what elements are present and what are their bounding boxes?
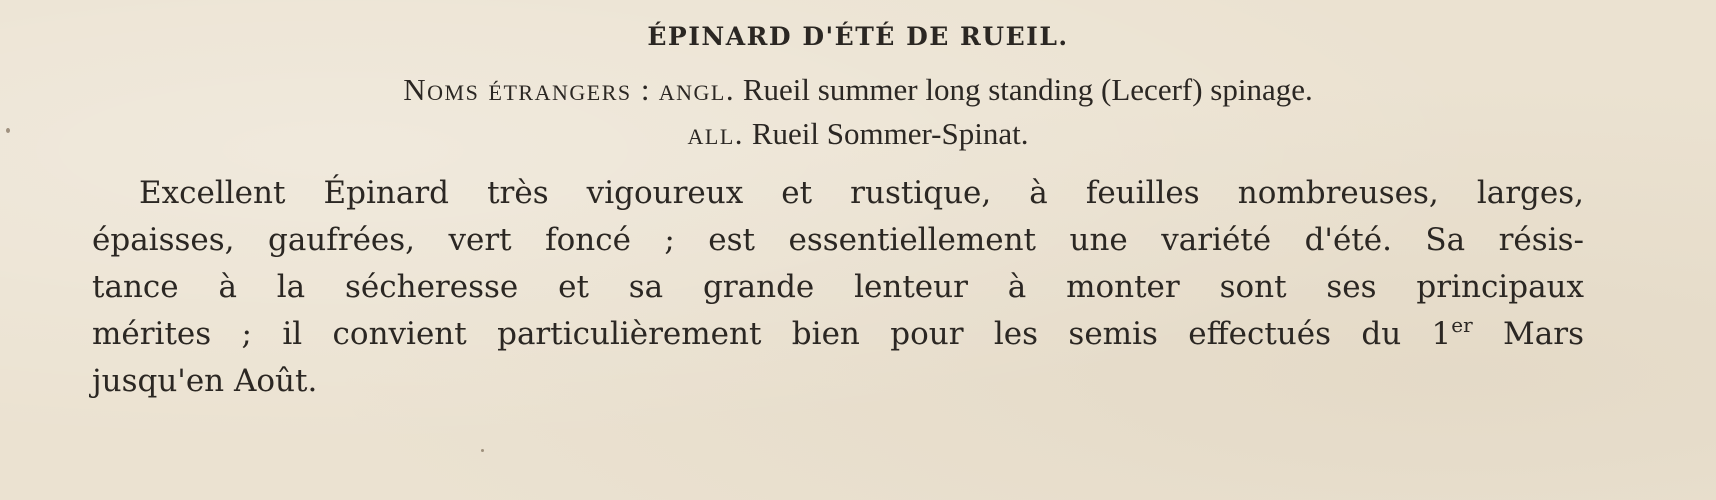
german-name: Rueil Sommer-Spinat. xyxy=(751,116,1029,151)
lang-german-abbrev: all. xyxy=(687,116,745,151)
english-name: Rueil summer long standing (Lecerf) spinage. xyxy=(742,72,1313,107)
paragraph-line: Excellent Épinard très vigoureux et rustique, à feuilles nombreuses, larges, xyxy=(139,175,1584,211)
paragraph-line: jusqu'en Août. xyxy=(92,363,318,399)
foreign-names-label: Noms étrangers : xyxy=(403,72,651,107)
foreign-names-german xyxy=(0,116,1716,152)
paragraph-line-date xyxy=(92,311,1584,358)
date-superscript: er xyxy=(1451,313,1473,337)
description-paragraph xyxy=(92,170,1584,405)
paragraph-line: épaisses, gaufrées, vert foncé ; est essentiellement une variété d'été. Sa résis- xyxy=(92,222,1584,258)
entry-title: ÉPINARD D'ÉTÉ DE RUEIL. xyxy=(647,22,1069,51)
paper-speck xyxy=(481,449,484,452)
paragraph-line: tance à la sécheresse et sa grande lenteur à monter sont ses principaux xyxy=(92,269,1584,305)
foreign-names-english xyxy=(0,72,1716,108)
lang-english-abbrev: angl. xyxy=(658,72,736,107)
date-month: Mars xyxy=(1472,316,1584,352)
paragraph-line-text: mérites ; il convient particulièrement bien pour les semis effectués du 1 xyxy=(92,316,1452,352)
